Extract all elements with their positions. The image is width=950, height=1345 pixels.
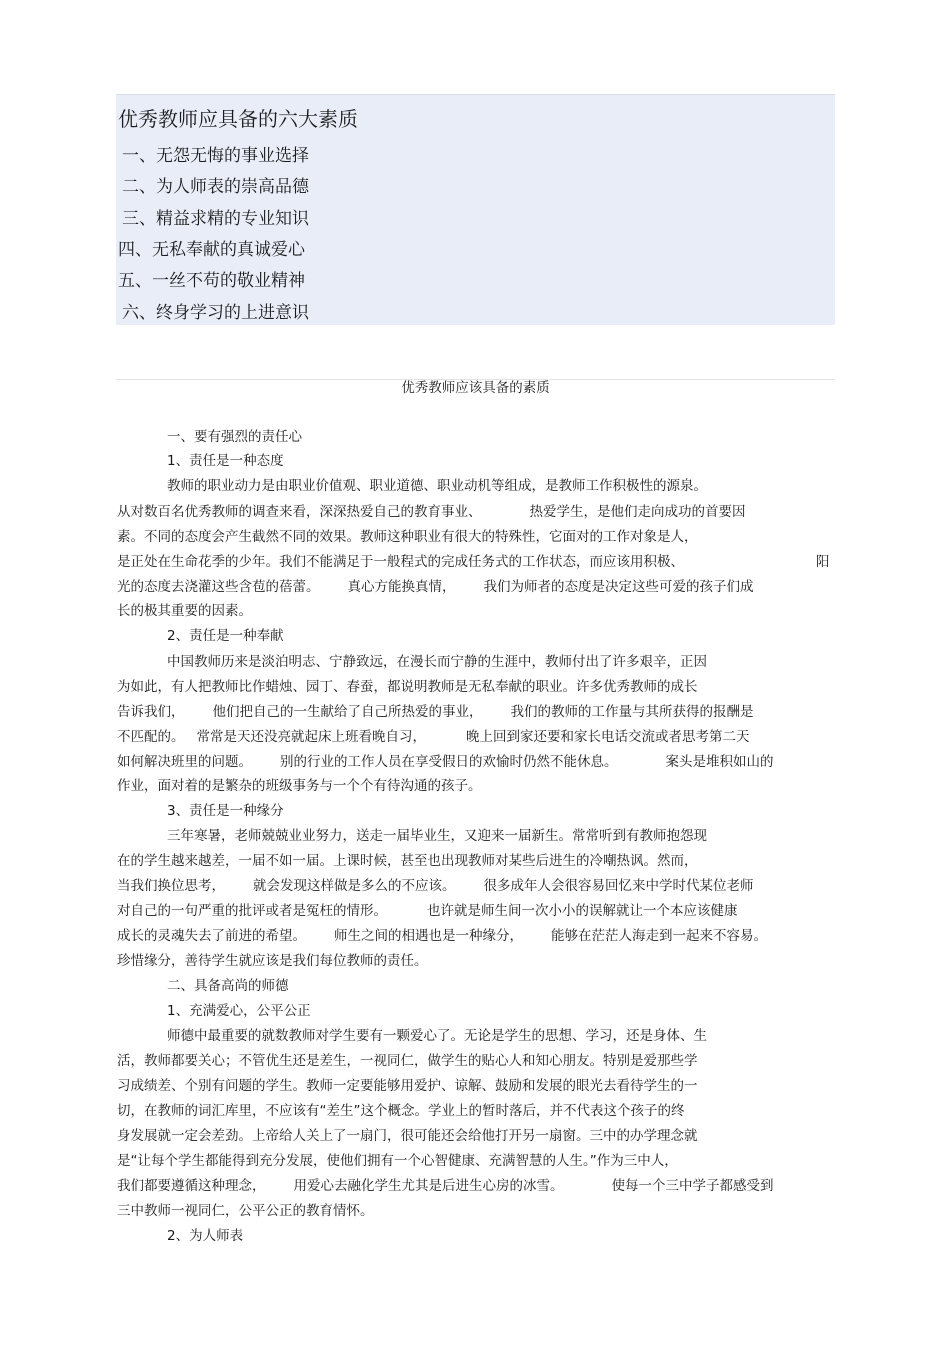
paragraph-line xyxy=(117,577,754,597)
section-heading: 二、具备高尚的师德 xyxy=(167,978,289,994)
paragraph-line xyxy=(117,502,746,522)
text-run: 很多成年人会很容易回忆来中学时代某位老师 xyxy=(483,878,754,894)
paragraph-line: 活，教师都要关心；不管优生还是差生，一视同仁，做学生的贴心人和知心朋友。特别是爱那些学 xyxy=(117,1053,698,1069)
text-run: 告诉我们， xyxy=(117,704,185,720)
subsection-heading: 2、责任是一种奉献 xyxy=(167,628,284,644)
text-run: 常常是天还没亮就起床上班看晚自习， xyxy=(196,729,426,745)
paragraph-line: 是“让每个学生都能得到充分发展，使他们拥有一个心智健康、充满智慧的人生。”作为三中人， xyxy=(117,1153,678,1169)
paragraph-line: 中国教师历来是淡泊明志、宁静致远，在漫长而宁静的生涯中，教师付出了许多艰辛，正因 xyxy=(167,654,707,670)
paragraph-line: 素。不同的态度会产生截然不同的效果。教师这种职业有很大的特殊性，它面对的工作对象是人， xyxy=(117,529,698,545)
paragraph-line: 作业，面对着的是繁杂的班级事务与一个个有待沟通的孩子。 xyxy=(117,778,482,794)
paragraph-line xyxy=(117,876,754,896)
text-run: 不匹配的。 xyxy=(117,729,185,745)
text-run: 用爱心去融化学生尤其是后进生心房的冰雪。 xyxy=(293,1178,564,1194)
text-run: 能够在茫茫人海走到一起来不容易。 xyxy=(551,928,767,944)
text-run: 别的行业的工作人员在享受假日的欢愉时仍然不能休息。 xyxy=(280,754,618,770)
paragraph-line: 身发展就一定会差劲。上帝给人关上了一扇门，很可能还会给他打开另一扇窗。三中的办学理念就 xyxy=(117,1128,698,1144)
paragraph-line: 师德中最重要的就数教师对学生要有一颗爱心了。无论是学生的思想、学习，还是身体、生 xyxy=(167,1028,707,1044)
paragraph-line: 三中教师一视同仁，公平公正的教育情怀。 xyxy=(117,1203,374,1219)
paragraph-line: 为如此，有人把教师比作蜡烛、园丁、春蚕，都说明教师是无私奉献的职业。许多优秀教师的成长 xyxy=(117,679,698,695)
text-run: 我们的教师的工作量与其所获得的报酬是 xyxy=(510,704,754,720)
text-run: 光的态度去浇灌这些含苞的蓓蕾。 xyxy=(117,579,320,595)
subsection-heading: 3、责任是一种缘分 xyxy=(167,803,284,819)
section-heading: 一、要有强烈的责任心 xyxy=(167,429,302,445)
text-run: 我们为师者的态度是决定这些可爱的孩子们成 xyxy=(483,579,754,595)
text-run: 如何解决班里的问题。 xyxy=(117,754,252,770)
summary-item: 二、为人师表的崇高品德 xyxy=(122,177,309,197)
text-run: 晚上回到家还要和家长电话交流或者思考第二天 xyxy=(466,729,750,745)
paragraph-line: 是正处在生命花季的少年。我们不能满足于一般程式的完成任务式的工作状态，而应该用积极、 xyxy=(117,554,684,570)
paragraph-line: 在的学生越来越差，一届不如一届。上课时候，甚至也出现教师对某些后进生的冷嘲热讽。然而， xyxy=(117,853,698,869)
paragraph-line: 珍惜缘分，善待学生就应该是我们每位教师的责任。 xyxy=(117,953,428,969)
summary-item: 五、一丝不苟的敬业精神 xyxy=(118,271,305,291)
text-run: 案头是堆积如山的 xyxy=(665,754,774,770)
subsection-heading: 1、责任是一种态度 xyxy=(167,453,284,469)
paragraph-line xyxy=(117,727,750,747)
text-run: 就会发现这样做是多么的不应该。 xyxy=(253,878,456,894)
paragraph-line xyxy=(117,926,767,946)
paragraph-line: 教师的职业动力是由职业价值观、职业道德、职业动机等组成，是教师工作积极性的源泉。 xyxy=(167,478,707,494)
summary-item: 一、无怨无悔的事业选择 xyxy=(122,146,309,166)
text-run: 他们把自己的一生献给了自己所热爱的事业， xyxy=(212,704,483,720)
summary-item: 六、终身学习的上进意识 xyxy=(122,303,309,323)
text-run: 使每一个三中学子都感受到 xyxy=(611,1178,774,1194)
text-run: 当我们换位思考， xyxy=(117,878,225,894)
text-run: 真心方能换真情， xyxy=(347,579,456,595)
summary-item: 三、精益求精的专业知识 xyxy=(122,209,309,229)
paragraph-line xyxy=(117,702,754,722)
text-run: 师生之间的相遇也是一种缘分， xyxy=(334,928,523,944)
paragraph-line-end: 阳 xyxy=(816,554,830,570)
summary-item: 四、无私奉献的真诚爱心 xyxy=(118,240,305,260)
text-run: 对自己的一句严重的批评或者是冤枉的情形。 xyxy=(117,903,387,919)
text-run: 也许就是师生间一次小小的误解就让一个本应该健康 xyxy=(427,903,738,919)
paragraph-line: 习成绩差、个别有问题的学生。教师一定要能够用爱护、谅解、鼓励和发展的眼光去看待学生的一 xyxy=(117,1078,698,1094)
subsection-heading: 1、充满爱心，公平公正 xyxy=(167,1003,311,1019)
paragraph-line: 长的极其重要的因素。 xyxy=(117,603,252,619)
paragraph-line xyxy=(117,1176,774,1196)
text-run: 热爱学生，是他们走向成功的首要因 xyxy=(529,504,746,520)
subsection-heading: 2、为人师表 xyxy=(167,1228,244,1244)
paragraph-line xyxy=(117,752,774,772)
summary-title: 优秀教师应具备的六大素质 xyxy=(118,107,358,131)
document-title: 优秀教师应该具备的素质 xyxy=(401,380,550,396)
text-run: 我们都要遵循这种理念， xyxy=(117,1178,266,1194)
paragraph-line: 切，在教师的词汇库里，不应该有“差生”这个概念。学业上的暂时落后，并不代表这个孩子的终 xyxy=(117,1103,685,1119)
text-run: 成长的灵魂失去了前进的希望。 xyxy=(117,928,306,944)
text-run: 从对数百名优秀教师的调查来看，深深热爱自己的教育事业、 xyxy=(117,504,482,520)
paragraph-line xyxy=(117,901,738,921)
paragraph-line: 三年寒暑，老师兢兢业业努力，送走一届毕业生，又迎来一届新生。常常听到有教师抱怨现 xyxy=(167,828,707,844)
